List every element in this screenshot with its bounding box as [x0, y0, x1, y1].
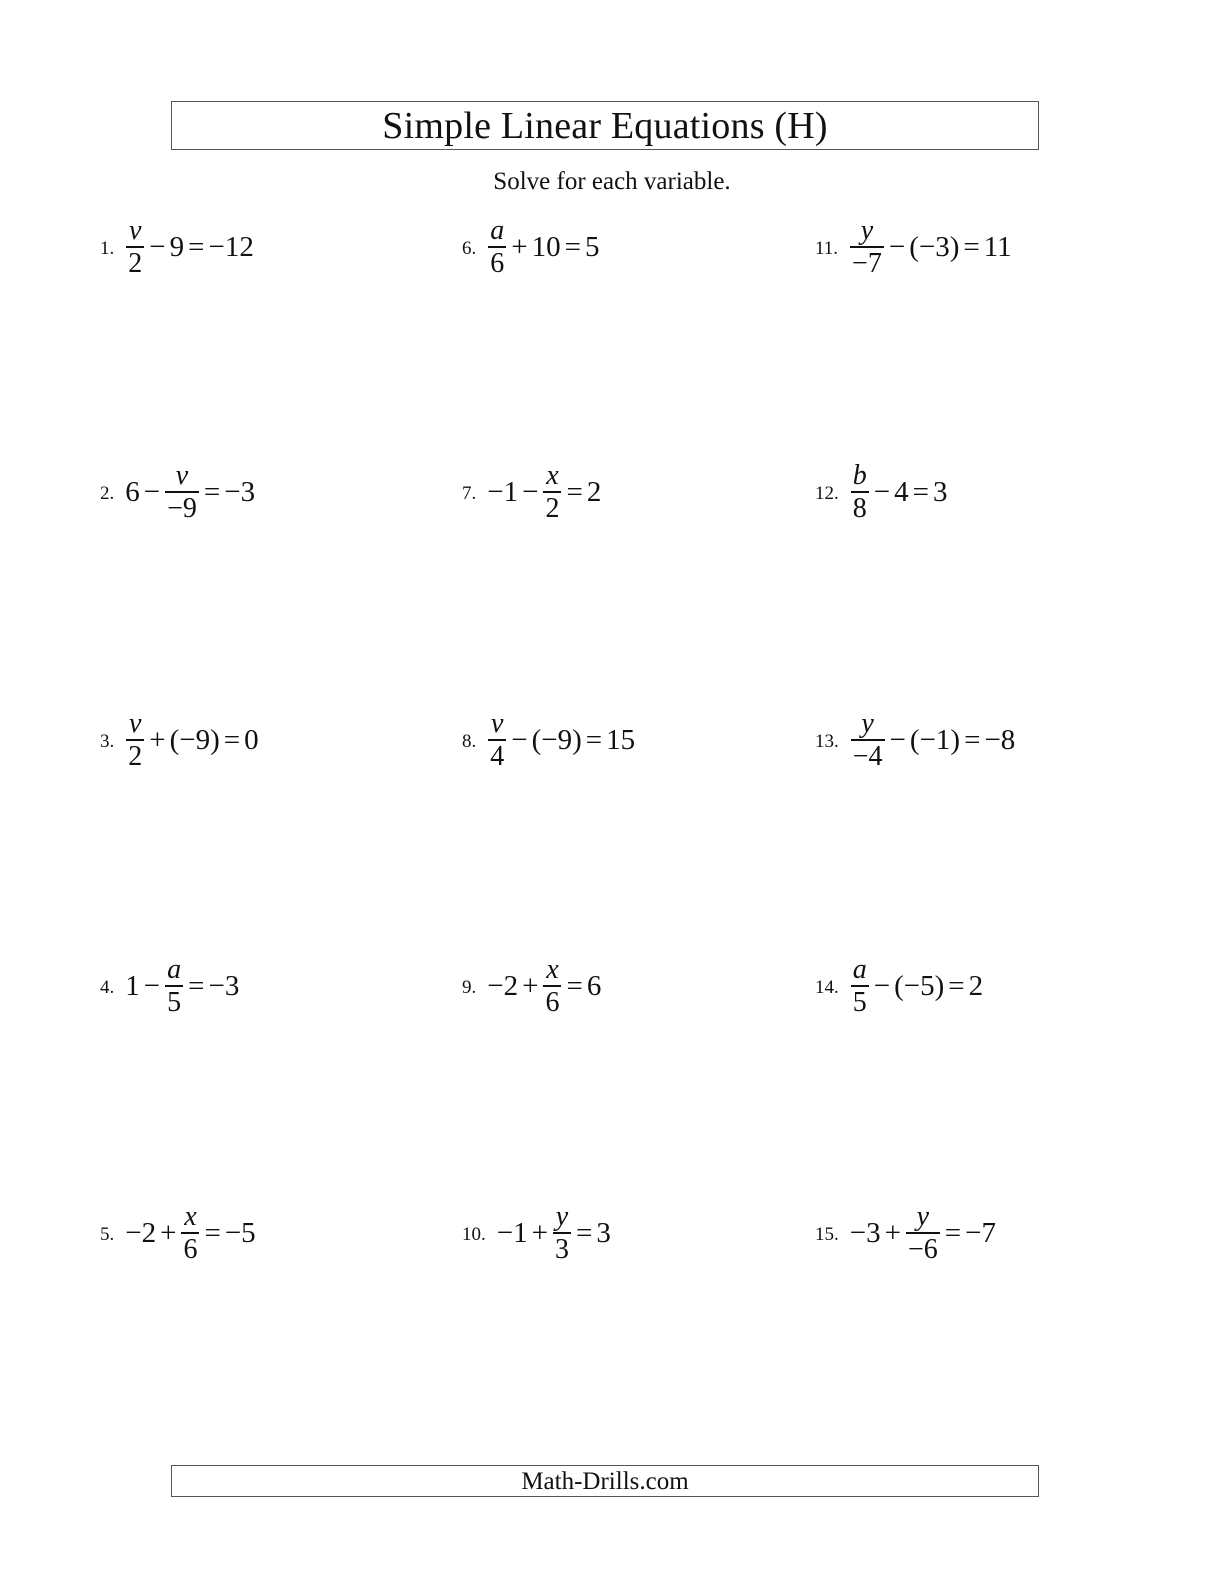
problem-5: [100, 1193, 257, 1273]
operator: =: [566, 969, 583, 1002]
equation: [849, 461, 949, 523]
term: 4: [894, 475, 909, 508]
equation: [124, 461, 256, 523]
term: (−5): [894, 969, 945, 1002]
operator: −: [873, 969, 891, 1002]
fraction-denominator: −4: [852, 740, 883, 772]
fraction-denominator: −9: [167, 492, 197, 524]
problem-10: [462, 1193, 612, 1273]
problem-14: [815, 946, 984, 1026]
term: −12: [208, 230, 254, 263]
operator: =: [585, 723, 603, 756]
fraction: [126, 709, 144, 771]
term: 2: [968, 969, 984, 1002]
fraction-numerator: v: [129, 707, 142, 739]
fraction-denominator: −6: [907, 1233, 938, 1265]
fraction-numerator: b: [852, 459, 867, 491]
problem-3: [100, 700, 260, 780]
operator: +: [149, 723, 166, 756]
term: (−3): [909, 230, 960, 263]
problem-12: [815, 452, 948, 532]
equation: [486, 216, 600, 278]
operator: −: [522, 475, 539, 508]
fraction-numerator: x: [546, 459, 559, 491]
fraction: [181, 1202, 199, 1264]
problem-11: [815, 207, 1013, 287]
equation: [848, 216, 1013, 278]
equation: [496, 1202, 612, 1264]
problem-15: [815, 1193, 997, 1273]
problem-6: [462, 207, 600, 287]
footer-box: [171, 1465, 1039, 1497]
operator: =: [188, 969, 205, 1002]
term: −1: [487, 475, 519, 508]
problem-number: 3.: [100, 731, 115, 752]
operator: −: [149, 230, 166, 263]
equation: [124, 1202, 256, 1264]
term: 5: [584, 230, 600, 263]
term: 10: [531, 230, 561, 263]
operator: −: [143, 475, 161, 508]
equation: [124, 955, 240, 1017]
equation: [486, 461, 602, 523]
term: 1: [125, 969, 140, 1002]
problem-number: 15.: [815, 1224, 839, 1245]
operator: +: [522, 969, 539, 1002]
fraction-numerator: y: [860, 214, 874, 246]
fraction-numerator: y: [916, 1200, 930, 1232]
fraction: [543, 461, 561, 523]
fraction-denominator: 8: [852, 492, 867, 524]
fraction: [851, 461, 869, 523]
fraction-denominator: 3: [554, 1233, 569, 1265]
fraction-denominator: 6: [183, 1233, 198, 1265]
problem-number: 5.: [100, 1224, 115, 1245]
fraction-numerator: x: [546, 953, 559, 985]
fraction-numerator: v: [129, 214, 142, 246]
term: −3: [208, 969, 240, 1002]
operator: −: [143, 969, 161, 1002]
footer-site: Math-Drills.com: [521, 1467, 689, 1495]
worksheet-title: Simple Linear Equations (H): [382, 104, 828, 147]
fraction: [851, 709, 885, 771]
operator: +: [531, 1216, 548, 1249]
term: 3: [596, 1216, 611, 1249]
problem-number: 7.: [462, 483, 477, 504]
operator: =: [964, 723, 981, 756]
fraction-denominator: 2: [128, 247, 143, 279]
fraction-denominator: 5: [167, 986, 182, 1018]
fraction-denominator: 6: [545, 986, 560, 1018]
problem-number: 12.: [815, 483, 839, 504]
operator: −: [873, 475, 891, 508]
title-box: [171, 101, 1039, 150]
fraction: [165, 461, 199, 523]
operator: =: [188, 230, 205, 263]
problem-number: 10.: [462, 1224, 486, 1245]
operator: −: [511, 723, 528, 756]
operator: =: [963, 230, 980, 263]
fraction-numerator: v: [491, 707, 504, 739]
term: −8: [984, 723, 1016, 756]
problem-number: 4.: [100, 977, 115, 998]
instructions: Solve for each variable.: [493, 168, 731, 195]
fraction-numerator: a: [167, 953, 182, 985]
term: (−1): [909, 723, 961, 756]
fraction: [165, 955, 183, 1017]
operator: =: [564, 230, 581, 263]
fraction: [126, 216, 144, 278]
term: (−9): [169, 723, 220, 756]
problem-9: [462, 946, 602, 1026]
operator: =: [203, 475, 221, 508]
problem-number: 11.: [815, 238, 839, 259]
fraction-numerator: a: [490, 214, 505, 246]
problem-8: [462, 700, 636, 780]
fraction-numerator: a: [852, 953, 867, 985]
term: −5: [224, 1216, 256, 1249]
fraction-denominator: −7: [852, 247, 882, 279]
term: 3: [932, 475, 948, 508]
term: 6: [586, 969, 602, 1002]
equation: [849, 955, 984, 1017]
equation: [849, 709, 1017, 771]
term: 15: [606, 723, 636, 756]
term: 0: [244, 723, 259, 756]
fraction-denominator: 2: [128, 740, 143, 772]
fraction-numerator: v: [175, 459, 189, 491]
problem-number: 6.: [462, 238, 477, 259]
operator: =: [948, 969, 965, 1002]
term: −2: [125, 1216, 157, 1249]
fraction: [488, 216, 506, 278]
fraction-denominator: 2: [545, 492, 560, 524]
term: −3: [224, 475, 256, 508]
operator: =: [223, 723, 241, 756]
term: 9: [169, 230, 185, 263]
fraction: [488, 709, 506, 771]
term: 2: [586, 475, 602, 508]
operator: +: [511, 230, 528, 263]
term: −2: [487, 969, 519, 1002]
fraction-numerator: y: [861, 707, 874, 739]
term: (−9): [531, 723, 582, 756]
fraction-denominator: 4: [490, 740, 505, 772]
problem-number: 14.: [815, 977, 839, 998]
equation: [849, 1202, 997, 1264]
fraction: [850, 216, 884, 278]
problem-number: 8.: [462, 731, 477, 752]
problem-1: [100, 207, 255, 287]
fraction: [906, 1202, 940, 1264]
fraction-numerator: x: [184, 1200, 197, 1232]
term: −3: [849, 1216, 881, 1249]
operator: =: [944, 1216, 962, 1249]
fraction-numerator: y: [555, 1200, 569, 1232]
operator: −: [888, 230, 906, 263]
operator: +: [884, 1216, 901, 1249]
problem-7: [462, 452, 602, 532]
problem-2: [100, 452, 256, 532]
operator: =: [912, 475, 929, 508]
term: −1: [496, 1216, 528, 1249]
equation: [124, 216, 255, 278]
operator: −: [889, 723, 906, 756]
term: −7: [965, 1216, 996, 1249]
equation: [124, 709, 259, 771]
problem-13: [815, 700, 1016, 780]
fraction-denominator: 6: [490, 247, 505, 279]
fraction: [553, 1202, 571, 1264]
operator: =: [204, 1216, 221, 1249]
equation: [486, 709, 636, 771]
term: 11: [983, 230, 1012, 263]
operator: =: [566, 475, 583, 508]
problem-4: [100, 946, 240, 1026]
fraction: [851, 955, 869, 1017]
problem-number: 13.: [815, 731, 839, 752]
operator: =: [575, 1216, 593, 1249]
equation: [486, 955, 602, 1017]
fraction: [543, 955, 561, 1017]
term: 6: [125, 475, 140, 508]
fraction-denominator: 5: [852, 986, 867, 1018]
operator: +: [160, 1216, 177, 1249]
problem-number: 2.: [100, 483, 115, 504]
problem-number: 1.: [100, 238, 115, 259]
problem-number: 9.: [462, 977, 477, 998]
